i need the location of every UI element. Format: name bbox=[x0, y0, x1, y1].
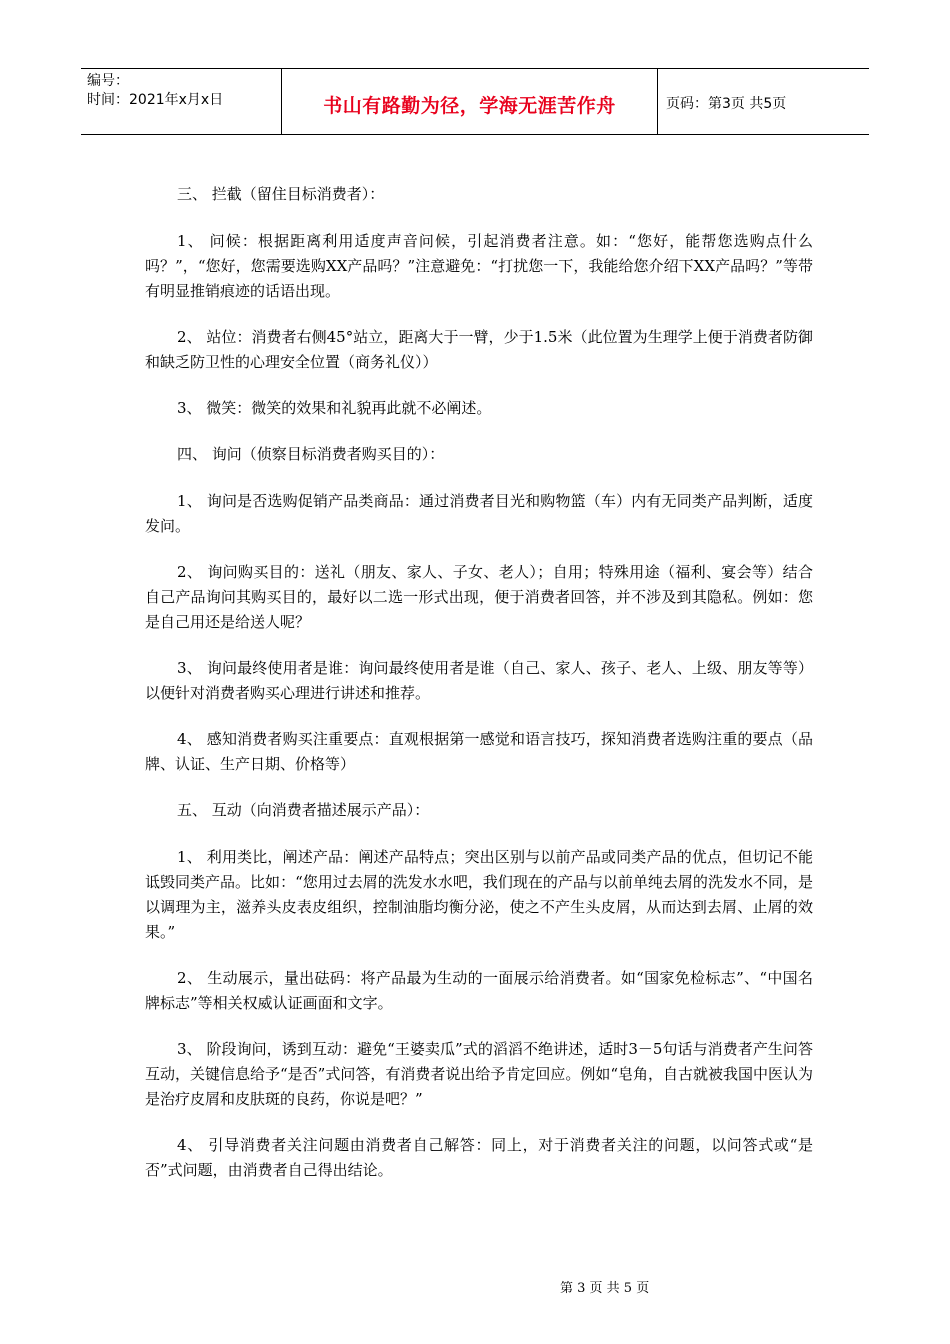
page-header bbox=[81, 68, 869, 135]
paragraph: 2、 站位：消费者右侧45°站立，距离大于一臂，少于1.5米（此位置为生理学上便于消费者防御和缺乏防卫性的心理安全位置（商务礼仪）） bbox=[145, 328, 813, 371]
header-motto: 书山有路勤为径，学海无涯苦作舟 bbox=[282, 69, 658, 134]
paragraph: 2、 询问购买目的：送礼（朋友、家人、子女、老人）；自用；特殊用途（福利、宴会等）结合自己产品询问其购买目的，最好以二选一形式出现，便于消费者回答，并不涉及到其隐私。例如：您是自己用还是给送人呢？ bbox=[145, 563, 813, 631]
page-footer: 第 3 页 共 5 页 bbox=[560, 1281, 650, 1296]
paragraph: 1、 询问是否选购促销产品类商品：通过消费者目光和购物篮（车）内有无同类产品判断，适度发问。 bbox=[145, 492, 813, 535]
paragraph: 2、 生动展示，量出砝码：将产品最为生动的一面展示给消费者。如“国家免检标志”、“中国名牌标志”等相关权威认证画面和文字。 bbox=[145, 969, 813, 1012]
section-heading-inquiry: 四、 询问（侦察目标消费者购买目的）： bbox=[177, 445, 445, 463]
header-page-info: 页码：第3页 共5页 bbox=[666, 95, 787, 112]
document-number-label: 编号： bbox=[87, 73, 129, 89]
paragraph: 3、 询问最终使用者是谁：询问最终使用者是谁（自己、家人、孩子、老人、上级、朋友等等）以便针对消费者购买心理进行讲述和推荐。 bbox=[145, 659, 813, 702]
paragraph: 1、 利用类比，阐述产品：阐述产品特点；突出区别与以前产品或同类产品的优点，但切记不能诋毁同类产品。比如：“您用过去屑的洗发水水吧，我们现在的产品与以前单纯去屑的洗发水不同，是以调理为主，滋养头皮表皮组织，控制油脂均衡分泌，使之不产生头皮屑，从而达到去屑、止屑的效果。” bbox=[145, 848, 813, 941]
paragraph: 3、 阶段询问，诱到互动：避免“王婆卖瓜”式的滔滔不绝讲述，适时3－5句话与消费者产生问答互动，关键信息给予“是否”式问答，有消费者说出给予肯定回应。例如“皂角，自古就被我国中医认为是治疗皮屑和皮肤斑的良药，你说是吧？” bbox=[145, 1040, 814, 1108]
paragraph: 1、 问候：根据距离利用适度声音问候，引起消费者注意。如：“您好，能帮您选购点什么吗？”，“您好，您需要选购XX产品吗？”注意避免：“打扰您一下，我能给您介绍下XX产品吗？”等带有明显推销痕迹的话语出现。 bbox=[145, 232, 813, 300]
paragraph: 4、 引导消费者关注问题由消费者自己解答：同上，对于消费者关注的问题，以问答式或“是否”式问题，由消费者自己得出结论。 bbox=[145, 1136, 813, 1179]
section-heading-intercept: 三、 拦截（留住目标消费者）： bbox=[177, 185, 385, 203]
document-date: 时间：2021年x月x日 bbox=[87, 92, 224, 108]
header-meta bbox=[81, 69, 282, 134]
paragraph: 4、 感知消费者购买注重要点：直观根据第一感觉和语言技巧，探知消费者选购注重的要点（品牌、认证、生产日期、价格等） bbox=[145, 730, 813, 773]
paragraph: 3、 微笑：微笑的效果和礼貌再此就不必阐述。 bbox=[177, 399, 492, 417]
document-body bbox=[145, 182, 813, 1204]
section-heading-interaction: 五、 互动（向消费者描述展示产品）： bbox=[177, 801, 430, 819]
